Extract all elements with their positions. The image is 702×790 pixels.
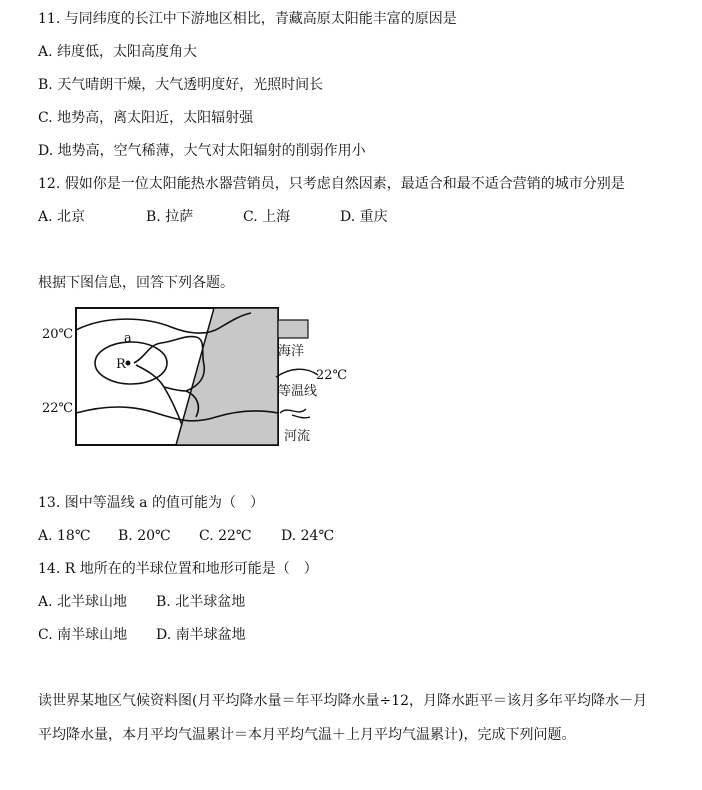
q14-stem: 14. R 地所在的半球位置和地形可能是（ ） — [38, 561, 318, 577]
q11-option-b: B. 天气晴朗干燥，大气透明度好，光照时间长 — [38, 77, 324, 93]
q11-option-a: A. 纬度低，太阳高度角大 — [38, 44, 198, 60]
q13-stem: 13. 图中等温线 a 的值可能为（ ） — [38, 495, 264, 511]
river-branch — [136, 365, 182, 425]
q14-option-a: A. 北半球山地 — [38, 594, 128, 610]
q12-stem: 12. 假如你是一位太阳能热水器营销员，只考虑自然因素，最适合和最不适合营销的城市分别是 — [38, 176, 625, 192]
q13-option-d: D. 24℃ — [281, 528, 335, 544]
label-a: a — [124, 331, 132, 346]
q12-option-c: C. 上海 — [243, 209, 291, 225]
q11-stem: 11. 与同纬度的长江中下游地区相比，青藏高原太阳能丰富的原因是 — [38, 11, 457, 27]
sea-region — [176, 308, 278, 445]
q11-option-d: D. 地势高，空气稀薄，大气对太阳辐射的削弱作用小 — [38, 143, 366, 159]
climate-intro-line-1: 读世界某地区气候资料图(月平均降水量＝年平均降水量÷12，月降水距平＝该月多年平均降水－月 — [38, 693, 648, 709]
isotherm-map-figure — [36, 305, 356, 450]
legend-river-label: 河流 — [284, 429, 311, 444]
q14-option-b: B. 北半球盆地 — [156, 594, 246, 610]
q14-option-d: D. 南半球盆地 — [156, 627, 246, 643]
q13-option-c: C. 22℃ — [199, 528, 252, 544]
legend-isotherm-icon — [276, 369, 318, 377]
climate-intro-line-2: 平均降水量，本月平均气温累计＝本月平均气温＋上月平均气温累计)，完成下列问题。 — [38, 727, 576, 743]
legend-sea-swatch — [278, 320, 308, 338]
q14-option-c: C. 南半球山地 — [38, 627, 128, 643]
q11-option-c: C. 地势高，离太阳近，太阳辐射强 — [38, 110, 254, 126]
q13-option-a: A. 18℃ — [38, 528, 91, 544]
q12-option-a: A. 北京 — [38, 209, 86, 225]
label-22c: 22℃ — [42, 401, 74, 416]
point-r-dot — [126, 361, 131, 366]
q12-option-b: B. 拉萨 — [146, 209, 194, 225]
figure-intro: 根据下图信息，回答下列各题。 — [38, 275, 234, 291]
label-r: R — [116, 357, 126, 372]
label-20c: 20℃ — [42, 327, 74, 342]
q13-option-b: B. 20℃ — [118, 528, 171, 544]
legend-isotherm-label: 等温线 — [278, 384, 318, 399]
legend-river-icon — [280, 409, 310, 418]
legend-sea-label: 海洋 — [278, 344, 305, 359]
legend-isotherm-value: 22℃ — [316, 368, 348, 383]
q12-option-d: D. 重庆 — [340, 209, 388, 225]
